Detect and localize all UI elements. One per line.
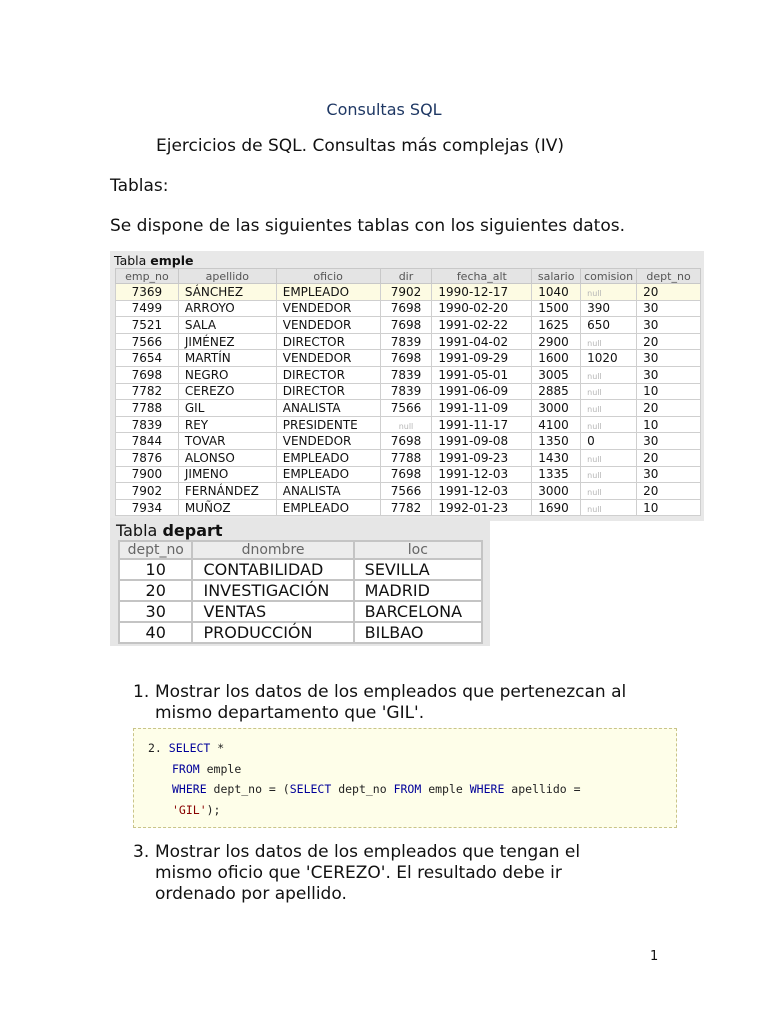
null-value: null [587, 338, 602, 348]
null-value: null [587, 487, 602, 497]
table-cell: 20 [119, 580, 192, 601]
table-cell: EMPLEADO [276, 449, 380, 466]
emple-table-panel [110, 251, 704, 521]
question-3: 3. Mostrar los datos de los empleados que tengan el mismo oficio que 'CEREZO'. El resultado debe ir ordenado por apellido. [133, 842, 581, 904]
table-row [116, 466, 701, 483]
table-cell: EMPLEADO [276, 284, 380, 301]
table-cell: 1991-02-22 [432, 317, 532, 334]
table-cell: 10 [637, 499, 701, 516]
null-value: null [587, 471, 602, 481]
table-cell: 1990-12-17 [432, 284, 532, 301]
table-cell: 390 [581, 300, 637, 317]
table-cell [380, 416, 432, 433]
table-cell: VENTAS [192, 601, 353, 622]
table-cell: 20 [637, 483, 701, 500]
table-cell: REY [178, 416, 276, 433]
table-cell: 40 [119, 622, 192, 643]
table-cell: 7900 [116, 466, 179, 483]
table-cell: MUÑOZ [178, 499, 276, 516]
code-line-4: 'GIL'); [172, 803, 221, 817]
table-cell: DIRECTOR [276, 383, 380, 400]
table-cell: 2885 [532, 383, 581, 400]
table-cell: 650 [581, 317, 637, 334]
table-cell: 10 [637, 383, 701, 400]
table-cell [581, 483, 637, 500]
table-row [119, 601, 482, 622]
table-cell: 1430 [532, 449, 581, 466]
table-cell: JIMENO [178, 466, 276, 483]
table-row [116, 317, 701, 334]
table-cell [581, 499, 637, 516]
table-cell [581, 416, 637, 433]
table-cell: 1990-02-20 [432, 300, 532, 317]
table-cell: 7902 [116, 483, 179, 500]
column-header: comision [581, 269, 637, 284]
table-cell: 7902 [380, 284, 432, 301]
table-cell: 30 [637, 317, 701, 334]
emple-caption: Tabla emple [114, 253, 194, 268]
table-cell: 7698 [380, 300, 432, 317]
table-cell: 1040 [532, 284, 581, 301]
table-cell [581, 466, 637, 483]
table-cell: 3000 [532, 400, 581, 417]
table-cell: 3000 [532, 483, 581, 500]
null-value: null [398, 421, 414, 431]
column-header: salario [532, 269, 581, 284]
column-header: fecha_alt [432, 269, 532, 284]
column-header: loc [354, 541, 482, 559]
table-cell: BILBAO [354, 622, 482, 643]
table-cell: 4100 [532, 416, 581, 433]
code-line-1: 2. SELECT * [148, 741, 225, 755]
table-cell: EMPLEADO [276, 466, 380, 483]
table-cell: SALA [178, 317, 276, 334]
table-row [116, 383, 701, 400]
table-row [119, 580, 482, 601]
table-cell: MADRID [354, 580, 482, 601]
table-cell: 0 [581, 433, 637, 450]
table-cell: 20 [637, 333, 701, 350]
null-value: null [587, 421, 602, 431]
intro-paragraph: Se dispone de las siguientes tablas con los siguientes datos. [110, 216, 626, 236]
table-cell: CEREZO [178, 383, 276, 400]
table-cell: 7839 [380, 383, 432, 400]
table-cell [581, 333, 637, 350]
table-cell: 7566 [116, 333, 179, 350]
null-value: null [587, 288, 602, 298]
table-row [116, 400, 701, 417]
question-number: 3. [133, 842, 150, 862]
table-cell: 20 [637, 284, 701, 301]
table-row [116, 499, 701, 516]
table-cell: 10 [637, 416, 701, 433]
table-cell: 7654 [116, 350, 179, 367]
table-cell: 7788 [380, 449, 432, 466]
null-value: null [587, 371, 602, 381]
table-cell: 30 [119, 601, 192, 622]
table-cell: 1600 [532, 350, 581, 367]
table-row [116, 333, 701, 350]
table-cell: 7698 [380, 433, 432, 450]
table-row [116, 284, 701, 301]
table-cell [581, 284, 637, 301]
table-cell: 7934 [116, 499, 179, 516]
table-cell: SÁNCHEZ [178, 284, 276, 301]
table-cell: DIRECTOR [276, 366, 380, 383]
table-cell: 1335 [532, 466, 581, 483]
table-row [119, 559, 482, 580]
page-title: Consultas SQL [326, 100, 442, 119]
question-number: 1. [133, 682, 150, 702]
table-row [116, 416, 701, 433]
emple-table [115, 268, 701, 516]
table-cell: GIL [178, 400, 276, 417]
depart-caption: Tabla depart [116, 521, 223, 540]
table-cell [581, 400, 637, 417]
table-cell: 7499 [116, 300, 179, 317]
column-header: emp_no [116, 269, 179, 284]
table-cell: 1991-11-17 [432, 416, 532, 433]
table-cell: CONTABILIDAD [192, 559, 353, 580]
table-cell: 1625 [532, 317, 581, 334]
table-row [116, 449, 701, 466]
table-cell: 30 [637, 366, 701, 383]
table-cell [581, 383, 637, 400]
table-cell: 1991-11-09 [432, 400, 532, 417]
column-header: dept_no [119, 541, 192, 559]
table-cell: 30 [637, 433, 701, 450]
table-cell: 1500 [532, 300, 581, 317]
code-line-2: FROM emple [172, 762, 242, 776]
table-row [116, 300, 701, 317]
null-value: null [587, 388, 602, 398]
table-cell: 7782 [380, 499, 432, 516]
table-cell: PRODUCCIÓN [192, 622, 353, 643]
subtitle: Ejercicios de SQL. Consultas más complejas (IV) [156, 136, 565, 156]
table-cell: 1690 [532, 499, 581, 516]
table-cell: 20 [637, 400, 701, 417]
question-1: 1. Mostrar los datos de los empleados que pertenezcan al mismo departamento que 'GIL'. [133, 682, 627, 723]
table-cell: 1350 [532, 433, 581, 450]
table-cell: 30 [637, 300, 701, 317]
sql-code-block [133, 728, 677, 828]
table-cell: 20 [637, 449, 701, 466]
column-header: dnombre [192, 541, 353, 559]
code-line-3: WHERE dept_no = (SELECT dept_no FROM emple WHERE apellido = [172, 782, 581, 796]
table-cell: 1991-09-29 [432, 350, 532, 367]
table-cell: VENDEDOR [276, 350, 380, 367]
table-cell: 7782 [116, 383, 179, 400]
table-cell: 3005 [532, 366, 581, 383]
table-cell: ANALISTA [276, 400, 380, 417]
emple-header-row [116, 269, 701, 284]
table-cell: VENDEDOR [276, 317, 380, 334]
depart-header-row [119, 541, 482, 559]
table-cell: 7698 [380, 350, 432, 367]
table-cell [581, 366, 637, 383]
table-cell: 1991-09-23 [432, 449, 532, 466]
column-header: dept_no [637, 269, 701, 284]
table-cell: 7839 [116, 416, 179, 433]
table-cell [581, 449, 637, 466]
table-cell: PRESIDENTE [276, 416, 380, 433]
table-cell: 7521 [116, 317, 179, 334]
depart-table [118, 540, 483, 644]
table-cell: DIRECTOR [276, 333, 380, 350]
table-cell: 1992-01-23 [432, 499, 532, 516]
table-cell: ARROYO [178, 300, 276, 317]
table-cell: 1991-09-08 [432, 433, 532, 450]
table-row [119, 622, 482, 643]
null-value: null [587, 404, 602, 414]
table-cell: MARTÍN [178, 350, 276, 367]
table-cell: JIMÉNEZ [178, 333, 276, 350]
section-heading: Tablas: [110, 176, 169, 196]
table-row [116, 483, 701, 500]
depart-table-panel [110, 518, 490, 646]
table-cell: INVESTIGACIÓN [192, 580, 353, 601]
table-cell: VENDEDOR [276, 433, 380, 450]
table-cell: 30 [637, 466, 701, 483]
table-cell: 7698 [380, 317, 432, 334]
table-cell: ANALISTA [276, 483, 380, 500]
null-value: null [587, 454, 602, 464]
column-header: oficio [276, 269, 380, 284]
table-cell: 7839 [380, 366, 432, 383]
null-value: null [587, 504, 602, 514]
table-cell: 7788 [116, 400, 179, 417]
table-cell: SEVILLA [354, 559, 482, 580]
table-cell: EMPLEADO [276, 499, 380, 516]
table-cell: 7698 [116, 366, 179, 383]
table-cell: 1991-06-09 [432, 383, 532, 400]
table-cell: 30 [637, 350, 701, 367]
table-cell: NEGRO [178, 366, 276, 383]
table-cell: FERNÁNDEZ [178, 483, 276, 500]
table-cell: 7844 [116, 433, 179, 450]
table-cell: VENDEDOR [276, 300, 380, 317]
table-cell: 1991-12-03 [432, 483, 532, 500]
table-cell: 7566 [380, 400, 432, 417]
table-cell: 7369 [116, 284, 179, 301]
table-cell: ALONSO [178, 449, 276, 466]
table-cell: BARCELONA [354, 601, 482, 622]
column-header: apellido [178, 269, 276, 284]
table-cell: 1991-12-03 [432, 466, 532, 483]
table-row [116, 350, 701, 367]
table-cell: 10 [119, 559, 192, 580]
page-number: 1 [650, 949, 659, 964]
column-header: dir [380, 269, 432, 284]
table-row [116, 366, 701, 383]
table-cell: 1020 [581, 350, 637, 367]
table-cell: 2900 [532, 333, 581, 350]
table-cell: 1991-04-02 [432, 333, 532, 350]
table-cell: 7698 [380, 466, 432, 483]
table-cell: 7566 [380, 483, 432, 500]
table-cell: TOVAR [178, 433, 276, 450]
table-cell: 7839 [380, 333, 432, 350]
table-cell: 1991-05-01 [432, 366, 532, 383]
table-cell: 7876 [116, 449, 179, 466]
table-row [116, 433, 701, 450]
